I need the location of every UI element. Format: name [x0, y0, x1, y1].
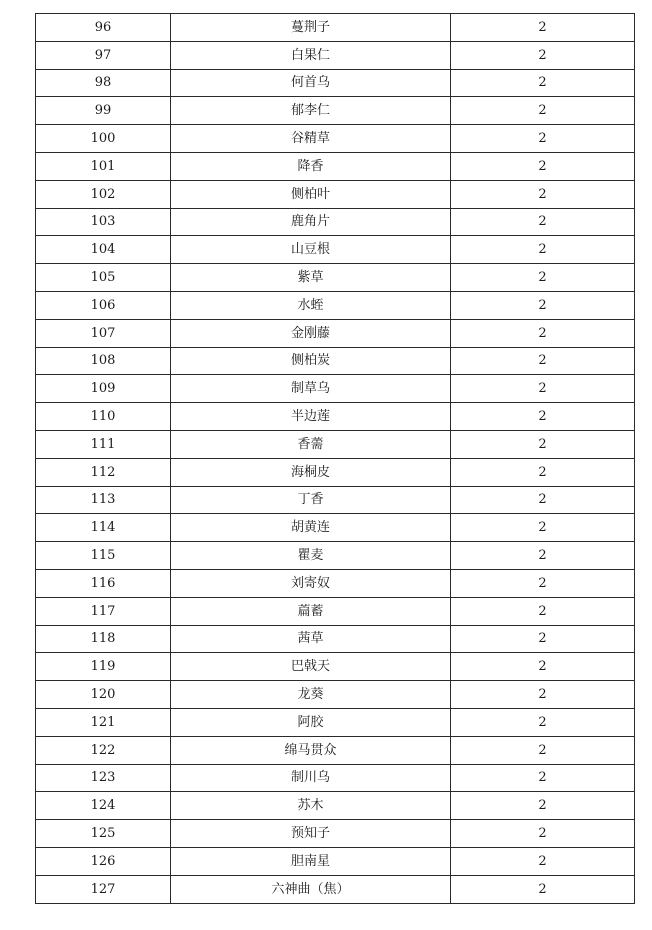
herb-table-body: [36, 14, 635, 904]
row-number-cell: 108: [36, 347, 171, 375]
row-number-cell: 96: [36, 14, 171, 42]
table-row: [36, 514, 635, 542]
row-number-cell: 122: [36, 736, 171, 764]
row-number-cell: 123: [36, 764, 171, 792]
herb-name-cell: 紫草: [171, 264, 451, 292]
quantity-cell: 2: [451, 375, 635, 403]
herb-name-cell: 胡黄连: [171, 514, 451, 542]
row-number-cell: 118: [36, 625, 171, 653]
quantity-cell: 2: [451, 847, 635, 875]
table-row: [36, 347, 635, 375]
table-row: [36, 236, 635, 264]
row-number-cell: 109: [36, 375, 171, 403]
quantity-cell: 2: [451, 681, 635, 709]
quantity-cell: 2: [451, 514, 635, 542]
row-number-cell: 111: [36, 430, 171, 458]
table-row: [36, 569, 635, 597]
table-row: [36, 653, 635, 681]
table-row: [36, 264, 635, 292]
table-row: [36, 486, 635, 514]
herb-name-cell: 蔓荆子: [171, 14, 451, 42]
herb-name-cell: 白果仁: [171, 41, 451, 69]
row-number-cell: 115: [36, 542, 171, 570]
quantity-cell: 2: [451, 708, 635, 736]
herb-name-cell: 苏木: [171, 792, 451, 820]
table-row: [36, 708, 635, 736]
table-row: [36, 41, 635, 69]
row-number-cell: 112: [36, 458, 171, 486]
quantity-cell: 2: [451, 236, 635, 264]
herb-name-cell: 金刚藤: [171, 319, 451, 347]
row-number-cell: 98: [36, 69, 171, 97]
quantity-cell: 2: [451, 430, 635, 458]
table-row: [36, 430, 635, 458]
row-number-cell: 105: [36, 264, 171, 292]
row-number-cell: 126: [36, 847, 171, 875]
quantity-cell: 2: [451, 97, 635, 125]
quantity-cell: 2: [451, 125, 635, 153]
table-row: [36, 458, 635, 486]
quantity-cell: 2: [451, 653, 635, 681]
quantity-cell: 2: [451, 792, 635, 820]
herb-name-cell: 瞿麦: [171, 542, 451, 570]
herb-name-cell: 茜草: [171, 625, 451, 653]
table-row: [36, 597, 635, 625]
herb-name-cell: 制草乌: [171, 375, 451, 403]
quantity-cell: 2: [451, 14, 635, 42]
herb-name-cell: 丁香: [171, 486, 451, 514]
herb-name-cell: 谷精草: [171, 125, 451, 153]
quantity-cell: 2: [451, 319, 635, 347]
row-number-cell: 97: [36, 41, 171, 69]
row-number-cell: 110: [36, 403, 171, 431]
herb-name-cell: 鹿角片: [171, 208, 451, 236]
quantity-cell: 2: [451, 875, 635, 903]
herb-name-cell: 预知子: [171, 820, 451, 848]
table-row: [36, 208, 635, 236]
table-row: [36, 681, 635, 709]
quantity-cell: 2: [451, 264, 635, 292]
herb-name-cell: 半边莲: [171, 403, 451, 431]
table-row: [36, 319, 635, 347]
herb-name-cell: 降香: [171, 152, 451, 180]
herb-name-cell: 香薷: [171, 430, 451, 458]
row-number-cell: 100: [36, 125, 171, 153]
quantity-cell: 2: [451, 208, 635, 236]
row-number-cell: 103: [36, 208, 171, 236]
row-number-cell: 113: [36, 486, 171, 514]
row-number-cell: 116: [36, 569, 171, 597]
row-number-cell: 99: [36, 97, 171, 125]
quantity-cell: 2: [451, 820, 635, 848]
herb-name-cell: 何首乌: [171, 69, 451, 97]
row-number-cell: 107: [36, 319, 171, 347]
quantity-cell: 2: [451, 486, 635, 514]
table-row: [36, 736, 635, 764]
row-number-cell: 102: [36, 180, 171, 208]
row-number-cell: 121: [36, 708, 171, 736]
row-number-cell: 104: [36, 236, 171, 264]
quantity-cell: 2: [451, 69, 635, 97]
table-row: [36, 542, 635, 570]
table-row: [36, 403, 635, 431]
row-number-cell: 117: [36, 597, 171, 625]
table-row: [36, 97, 635, 125]
quantity-cell: 2: [451, 764, 635, 792]
quantity-cell: 2: [451, 41, 635, 69]
quantity-cell: 2: [451, 736, 635, 764]
table-row: [36, 764, 635, 792]
herb-name-cell: 水蛭: [171, 291, 451, 319]
table-row: [36, 820, 635, 848]
herb-name-cell: 绵马贯众: [171, 736, 451, 764]
table-row: [36, 847, 635, 875]
row-number-cell: 127: [36, 875, 171, 903]
row-number-cell: 119: [36, 653, 171, 681]
herb-table: [35, 13, 635, 904]
quantity-cell: 2: [451, 625, 635, 653]
herb-name-cell: 阿胶: [171, 708, 451, 736]
table-row: [36, 69, 635, 97]
herb-name-cell: 制川乌: [171, 764, 451, 792]
quantity-cell: 2: [451, 542, 635, 570]
herb-name-cell: 刘寄奴: [171, 569, 451, 597]
quantity-cell: 2: [451, 403, 635, 431]
herb-name-cell: 龙葵: [171, 681, 451, 709]
table-row: [36, 625, 635, 653]
table-row: [36, 125, 635, 153]
table-row: [36, 875, 635, 903]
row-number-cell: 125: [36, 820, 171, 848]
quantity-cell: 2: [451, 458, 635, 486]
quantity-cell: 2: [451, 180, 635, 208]
table-row: [36, 792, 635, 820]
herb-name-cell: 萹蓄: [171, 597, 451, 625]
row-number-cell: 101: [36, 152, 171, 180]
herb-name-cell: 侧柏炭: [171, 347, 451, 375]
table-row: [36, 375, 635, 403]
table-row: [36, 14, 635, 42]
herb-name-cell: 郁李仁: [171, 97, 451, 125]
herb-name-cell: 六神曲（焦）: [171, 875, 451, 903]
herb-name-cell: 胆南星: [171, 847, 451, 875]
row-number-cell: 106: [36, 291, 171, 319]
quantity-cell: 2: [451, 347, 635, 375]
table-row: [36, 291, 635, 319]
herb-name-cell: 山豆根: [171, 236, 451, 264]
quantity-cell: 2: [451, 152, 635, 180]
table-row: [36, 152, 635, 180]
quantity-cell: 2: [451, 569, 635, 597]
herb-name-cell: 侧柏叶: [171, 180, 451, 208]
herb-name-cell: 海桐皮: [171, 458, 451, 486]
row-number-cell: 120: [36, 681, 171, 709]
quantity-cell: 2: [451, 291, 635, 319]
quantity-cell: 2: [451, 597, 635, 625]
herb-name-cell: 巴戟天: [171, 653, 451, 681]
table-row: [36, 180, 635, 208]
row-number-cell: 124: [36, 792, 171, 820]
row-number-cell: 114: [36, 514, 171, 542]
